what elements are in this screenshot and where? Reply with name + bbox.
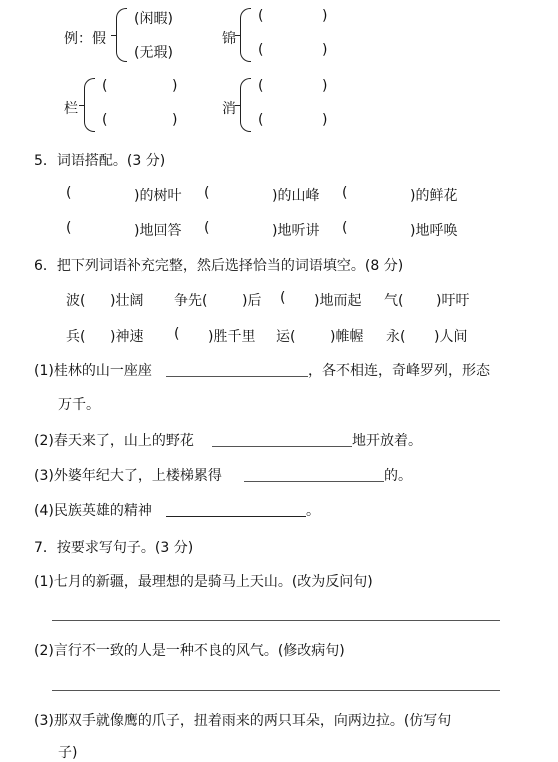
q6-r1-a2: )壮阔 [110,293,144,309]
q5-r2-open-3[interactable]: ( [342,220,348,236]
option-wuxia: (无瑕) [134,45,173,61]
xiao-blank-1-close: ) [322,78,328,94]
q5-r2-open-2[interactable]: ( [204,220,210,236]
q6-r2-c1[interactable]: 运( [276,329,296,345]
jin-blank-2-open[interactable]: ( [258,42,264,58]
q7-s1-answer-line[interactable] [52,620,500,621]
q7-s3-line1: (3)那双手就像鹰的爪子，扭着雨来的两只耳朵，向两边拉。(仿写句 [34,713,452,729]
xiao-blank-2-open[interactable]: ( [258,112,264,128]
brace-jia [116,8,127,62]
lan-blank-1-open[interactable]: ( [102,78,108,94]
jin-blank-2-close: ) [322,42,328,58]
q5-r1-open-2[interactable]: ( [204,185,210,201]
char-jin: 锦 [222,31,236,47]
q5-r2-text-1: )地回答 [134,223,182,239]
q6-r1-a1[interactable]: 波( [66,293,86,309]
q6-r2-d2: )人间 [434,329,468,345]
char-xiao: 消 [222,101,236,117]
char-lan: 栏 [64,101,78,117]
q7-s1: (1)七月的新疆，最理想的是骑马上天山。(改为反问句) [34,574,373,590]
q5-r2-text-3: )地呼唤 [410,223,458,239]
lan-blank-1-close: ) [172,78,178,94]
q6-r1-c2: )地而起 [314,293,362,309]
q6-s1-suffix: ，各不相连，奇峰罗列，形态 [308,363,490,379]
q5-r1-text-1: )的树叶 [134,188,182,204]
q6-r2-b2: )胜千里 [208,329,256,345]
q6-title: 6．把下列词语补充完整，然后选择恰当的词语填空。(8 分) [34,258,404,274]
jin-blank-1-close: ) [322,8,328,24]
q6-r1-d2: )吁吁 [436,293,470,309]
q5-r1-open-1[interactable]: ( [66,185,72,201]
brace-xiao [240,78,251,132]
example-label: 例：假 [64,31,106,47]
q7-title: 7．按要求写句子。(3 分) [34,540,194,556]
q6-s1-cont: 万千。 [58,397,100,413]
brace-lan [84,78,95,132]
option-xianxia: (闲暇) [134,11,173,27]
q6-r1-c1[interactable]: ( [280,290,286,306]
q6-r1-d1[interactable]: 气( [384,293,404,309]
q5-r1-text-3: )的鲜花 [410,188,458,204]
q6-s2-blank[interactable] [212,446,352,447]
q5-r1-open-3[interactable]: ( [342,185,348,201]
q6-s3-prefix: (3)外婆年纪大了，上楼梯累得 [34,468,222,484]
q6-r2-c2: )帷幄 [330,329,364,345]
q6-s4-prefix: (4)民族英雄的精神 [34,503,152,519]
q7-s2-answer-line[interactable] [52,690,500,691]
xiao-blank-2-close: ) [322,112,328,128]
q6-r1-b2: )后 [242,293,262,309]
q5-r2-text-2: )地听讲 [272,223,320,239]
q6-r2-a2: )神速 [110,329,144,345]
q7-s3-line2: 子) [58,745,78,761]
q6-s1-blank[interactable] [166,376,308,377]
q6-s3-suffix: 的。 [384,468,412,484]
brace-jin [240,8,251,62]
q6-r2-d1[interactable]: 永( [386,329,406,345]
q6-s3-blank[interactable] [244,481,384,482]
q5-r1-text-2: )的山峰 [272,188,320,204]
q5-r2-open-1[interactable]: ( [66,220,72,236]
xiao-blank-1-open[interactable]: ( [258,78,264,94]
jin-blank-1-open[interactable]: ( [258,8,264,24]
q6-r2-b1[interactable]: ( [174,326,180,342]
q6-s4-suffix: 。 [306,503,320,519]
q6-s2-suffix: 地开放着。 [352,433,422,449]
q6-s4-blank[interactable] [166,516,306,517]
q7-s2: (2)言行不一致的人是一种不良的风气。(修改病句) [34,643,345,659]
q5-title: 5．词语搭配。(3 分) [34,153,166,169]
q6-r1-b1[interactable]: 争先( [174,293,208,309]
lan-blank-2-open[interactable]: ( [102,112,108,128]
lan-blank-2-close: ) [172,112,178,128]
q6-s1-prefix: (1)桂林的山一座座 [34,363,152,379]
q6-r2-a1[interactable]: 兵( [66,329,86,345]
q6-s2-prefix: (2)春天来了，山上的野花 [34,433,194,449]
